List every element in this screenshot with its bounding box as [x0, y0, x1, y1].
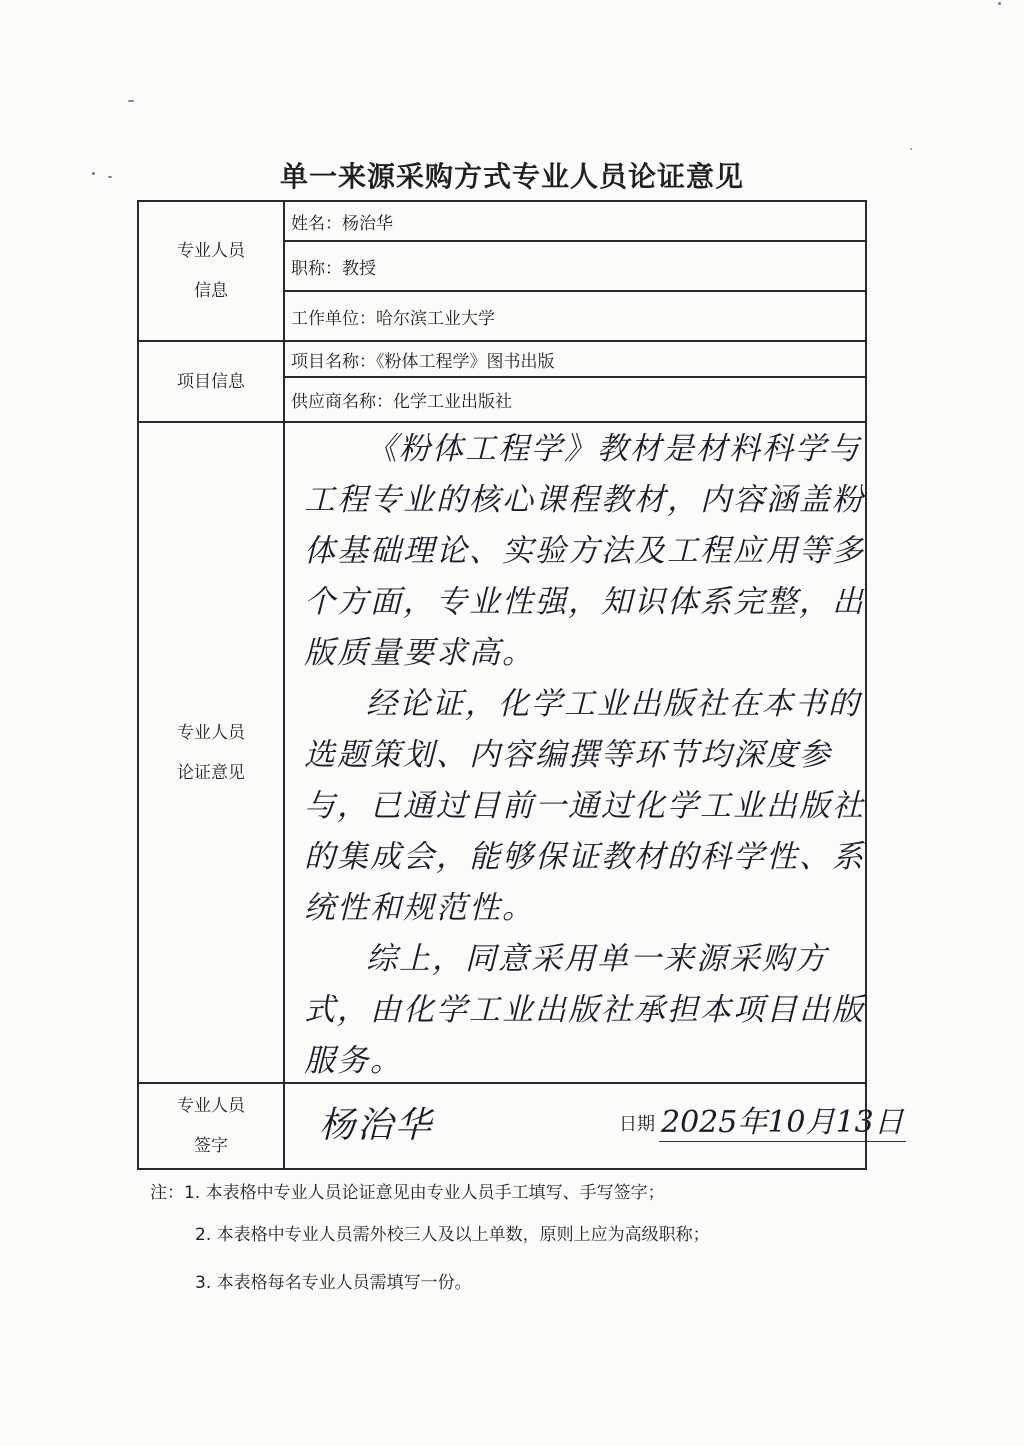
column-divider: [283, 202, 285, 1082]
scan-speck: [998, 2, 1001, 5]
expert-info-label-line2: 信息: [194, 281, 228, 301]
page-title: 单一来源采购方式专业人员论证意见: [279, 160, 744, 193]
expert-info-label: [139, 202, 283, 340]
signature-label: [139, 1084, 283, 1168]
project-info-label: 项目信息: [177, 371, 245, 392]
note-1: 注：1. 本表格中专业人员论证意见由专业人员手工填写、手写签字；: [150, 1183, 665, 1203]
opinion-paragraph-2: 经论证，化学工业出版社在本书的选题策划、内容编撰等环节均深度参与，已通过目前一通过化学工业出版社的集成会，能够保证教材的科学性、系统性和规范性。: [304, 686, 865, 926]
signature-label-line2: 签字: [194, 1136, 228, 1156]
opinion-label-line1: 专业人员: [177, 722, 245, 743]
signature-label-line1: 专业人员: [177, 1096, 245, 1116]
scan-speck: [108, 176, 112, 178]
column-divider: [283, 1082, 285, 1168]
expert-name-field[interactable]: 姓名：杨治华: [291, 213, 393, 234]
date-field[interactable]: 2025年10月13日: [659, 1097, 906, 1142]
note-3: 3. 本表格每名专业人员需填写一份。: [195, 1273, 472, 1293]
date-label: 日期: [619, 1114, 655, 1135]
expert-title-field[interactable]: 职称：教授: [291, 258, 376, 279]
supplier-name-field[interactable]: 供应商名称：化学工业出版社: [291, 392, 512, 412]
scan-speck: [92, 172, 95, 175]
handwritten-signature[interactable]: 杨治华: [319, 1105, 434, 1146]
opinion-label-line2: 论证意见: [177, 762, 245, 783]
opinion-paragraph-3: 综上，同意采用单一来源采购方式，由化学工业出版社承担本项目出版服务。: [304, 941, 865, 1079]
scan-speck: [910, 148, 912, 150]
form-table: [137, 200, 904, 1170]
handwritten-opinion[interactable]: [304, 424, 869, 1087]
opinion-paragraph-1: 《粉体工程学》教材是材料科学与工程专业的核心课程教材，内容涵盖粉体基础理论、实验方法及工程应用等多个方面，专业性强，知识体系完整，出版质量要求高。: [304, 431, 865, 671]
scan-speck: [128, 100, 134, 102]
opinion-label: [139, 423, 283, 1082]
expert-employer-field[interactable]: 工作单位：哈尔滨工业大学: [291, 308, 495, 329]
project-name-field[interactable]: 项目名称：《粉体工程学》图书出版: [291, 351, 555, 372]
note-2: 2. 本表格中专业人员需外校三人及以上单数，原则上应为高级职称；: [195, 1225, 710, 1245]
expert-info-label-line1: 专业人员: [177, 241, 245, 261]
